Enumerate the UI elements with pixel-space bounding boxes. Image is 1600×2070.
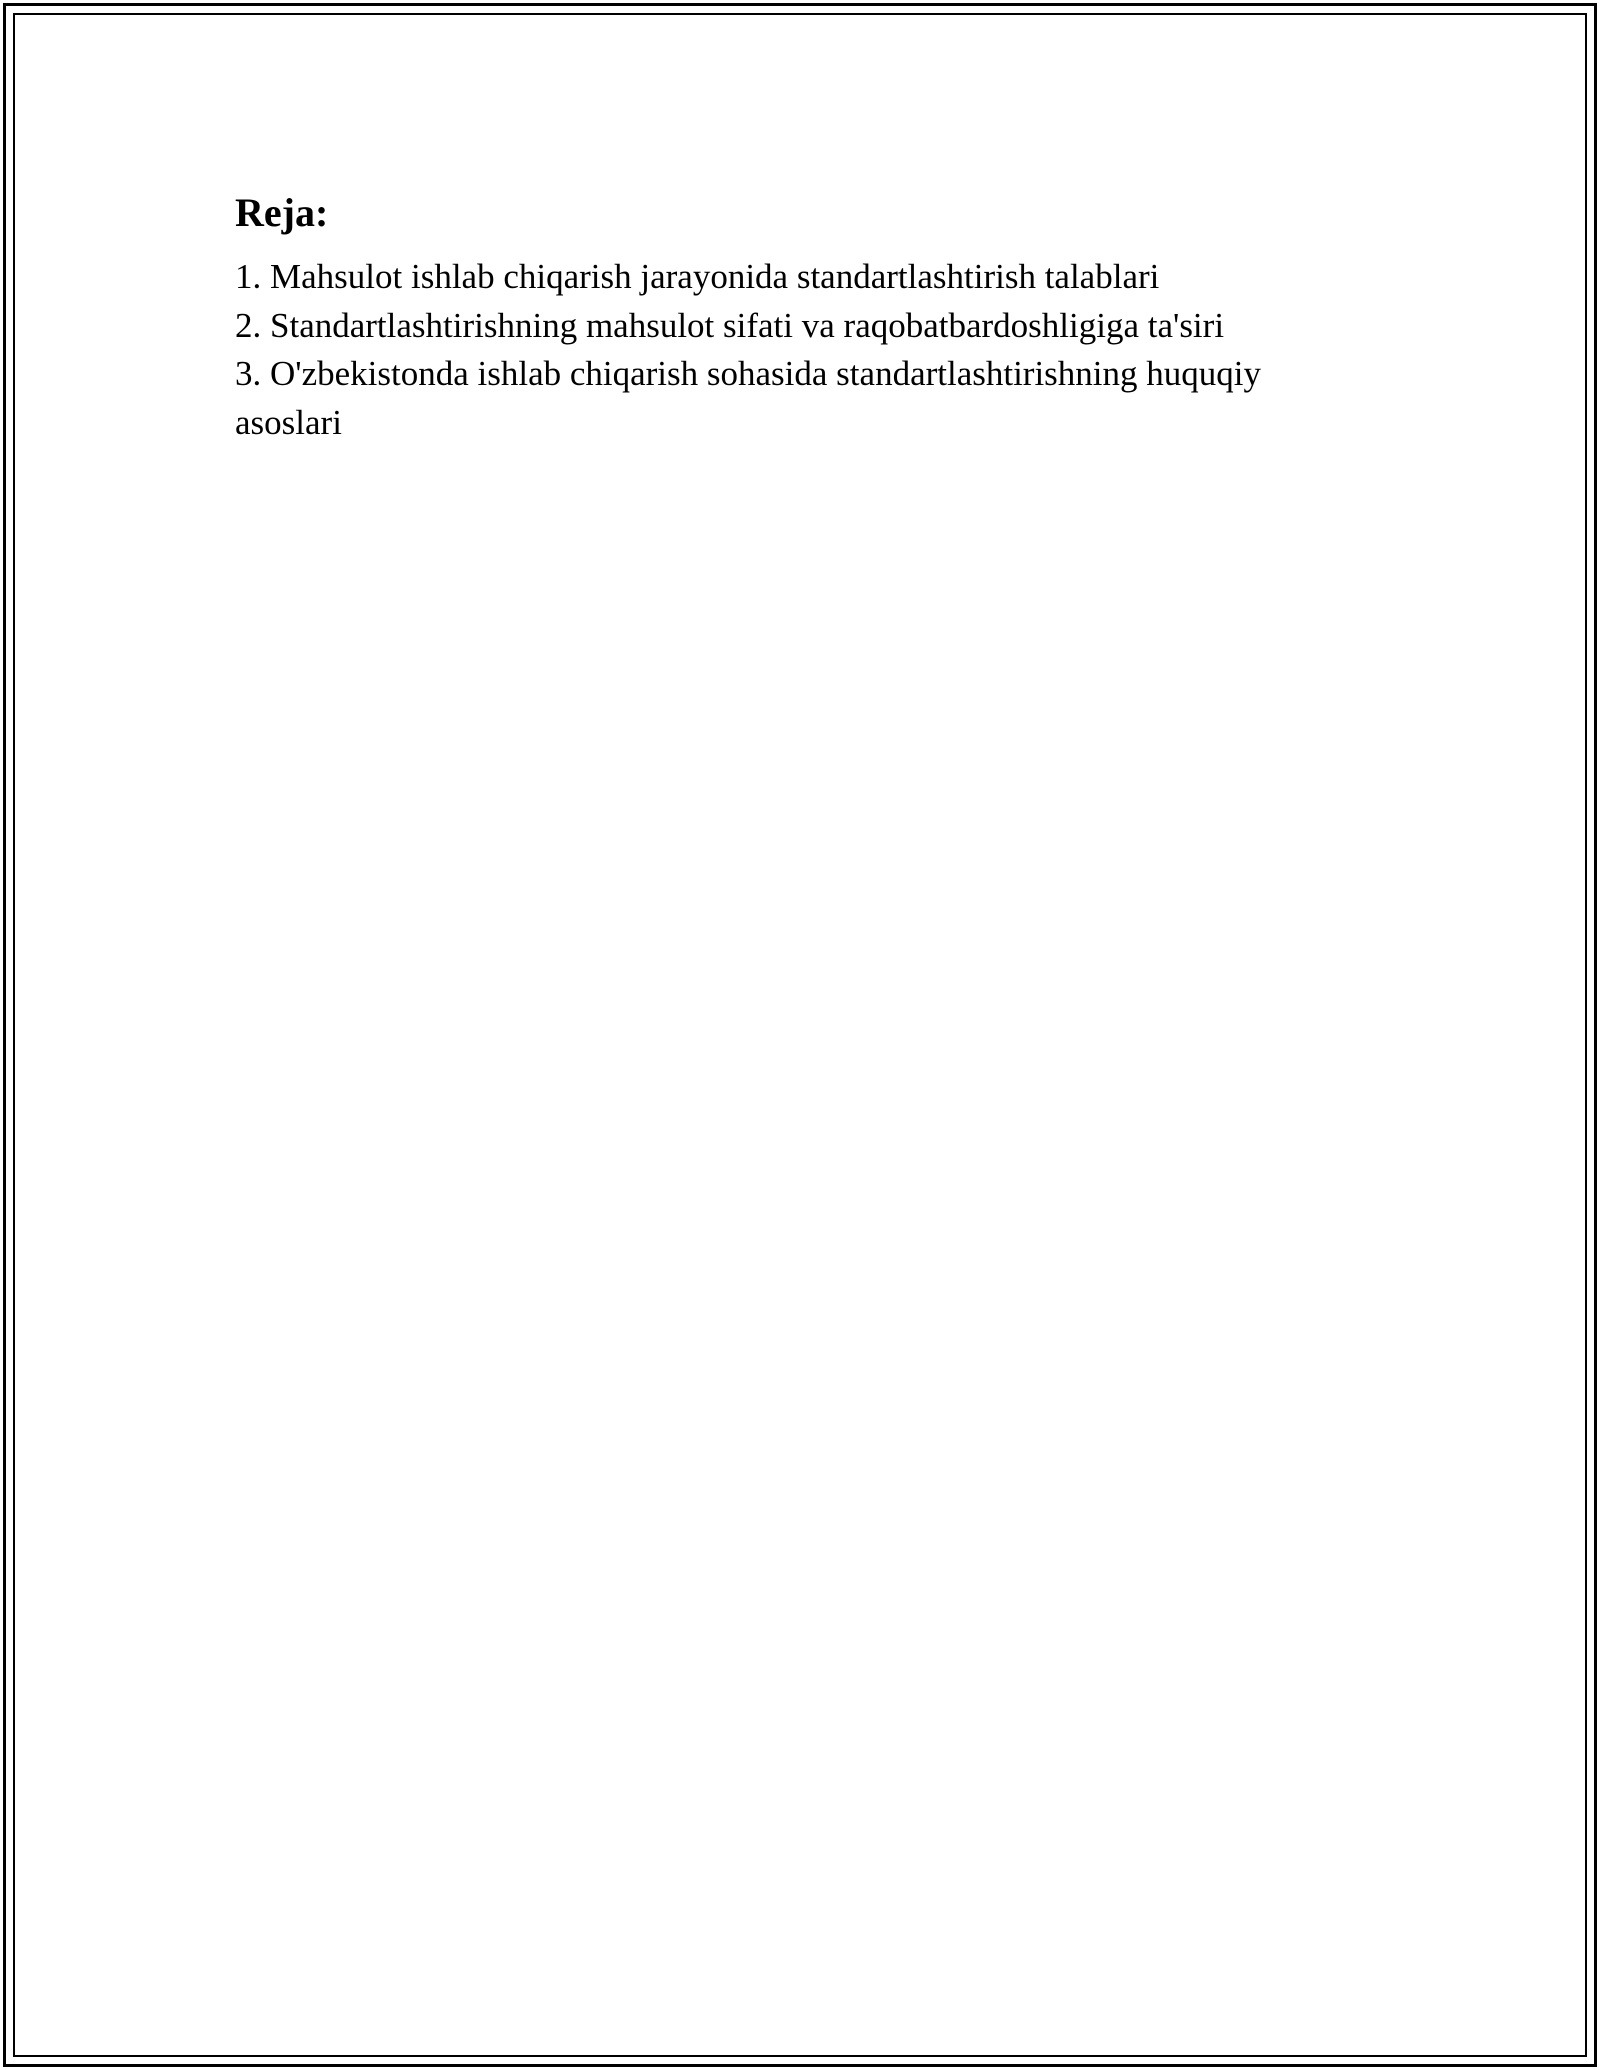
plan-list — [235, 253, 1365, 447]
plan-item: 2. Standartlashtirishning mahsulot sifati va raqobatbardoshligiga ta'siri — [235, 305, 1225, 345]
plan-item: 1. Mahsulot ishlab chiqarish jarayonida standartlashtirish talablari — [235, 257, 1160, 296]
plan-item: 3. O'zbekistonda ishlab chiqarish sohasida standartlashtirishning huquqiy asoslari — [235, 354, 1262, 442]
plan-title: Reja: — [235, 190, 329, 235]
page-content — [235, 185, 1365, 447]
